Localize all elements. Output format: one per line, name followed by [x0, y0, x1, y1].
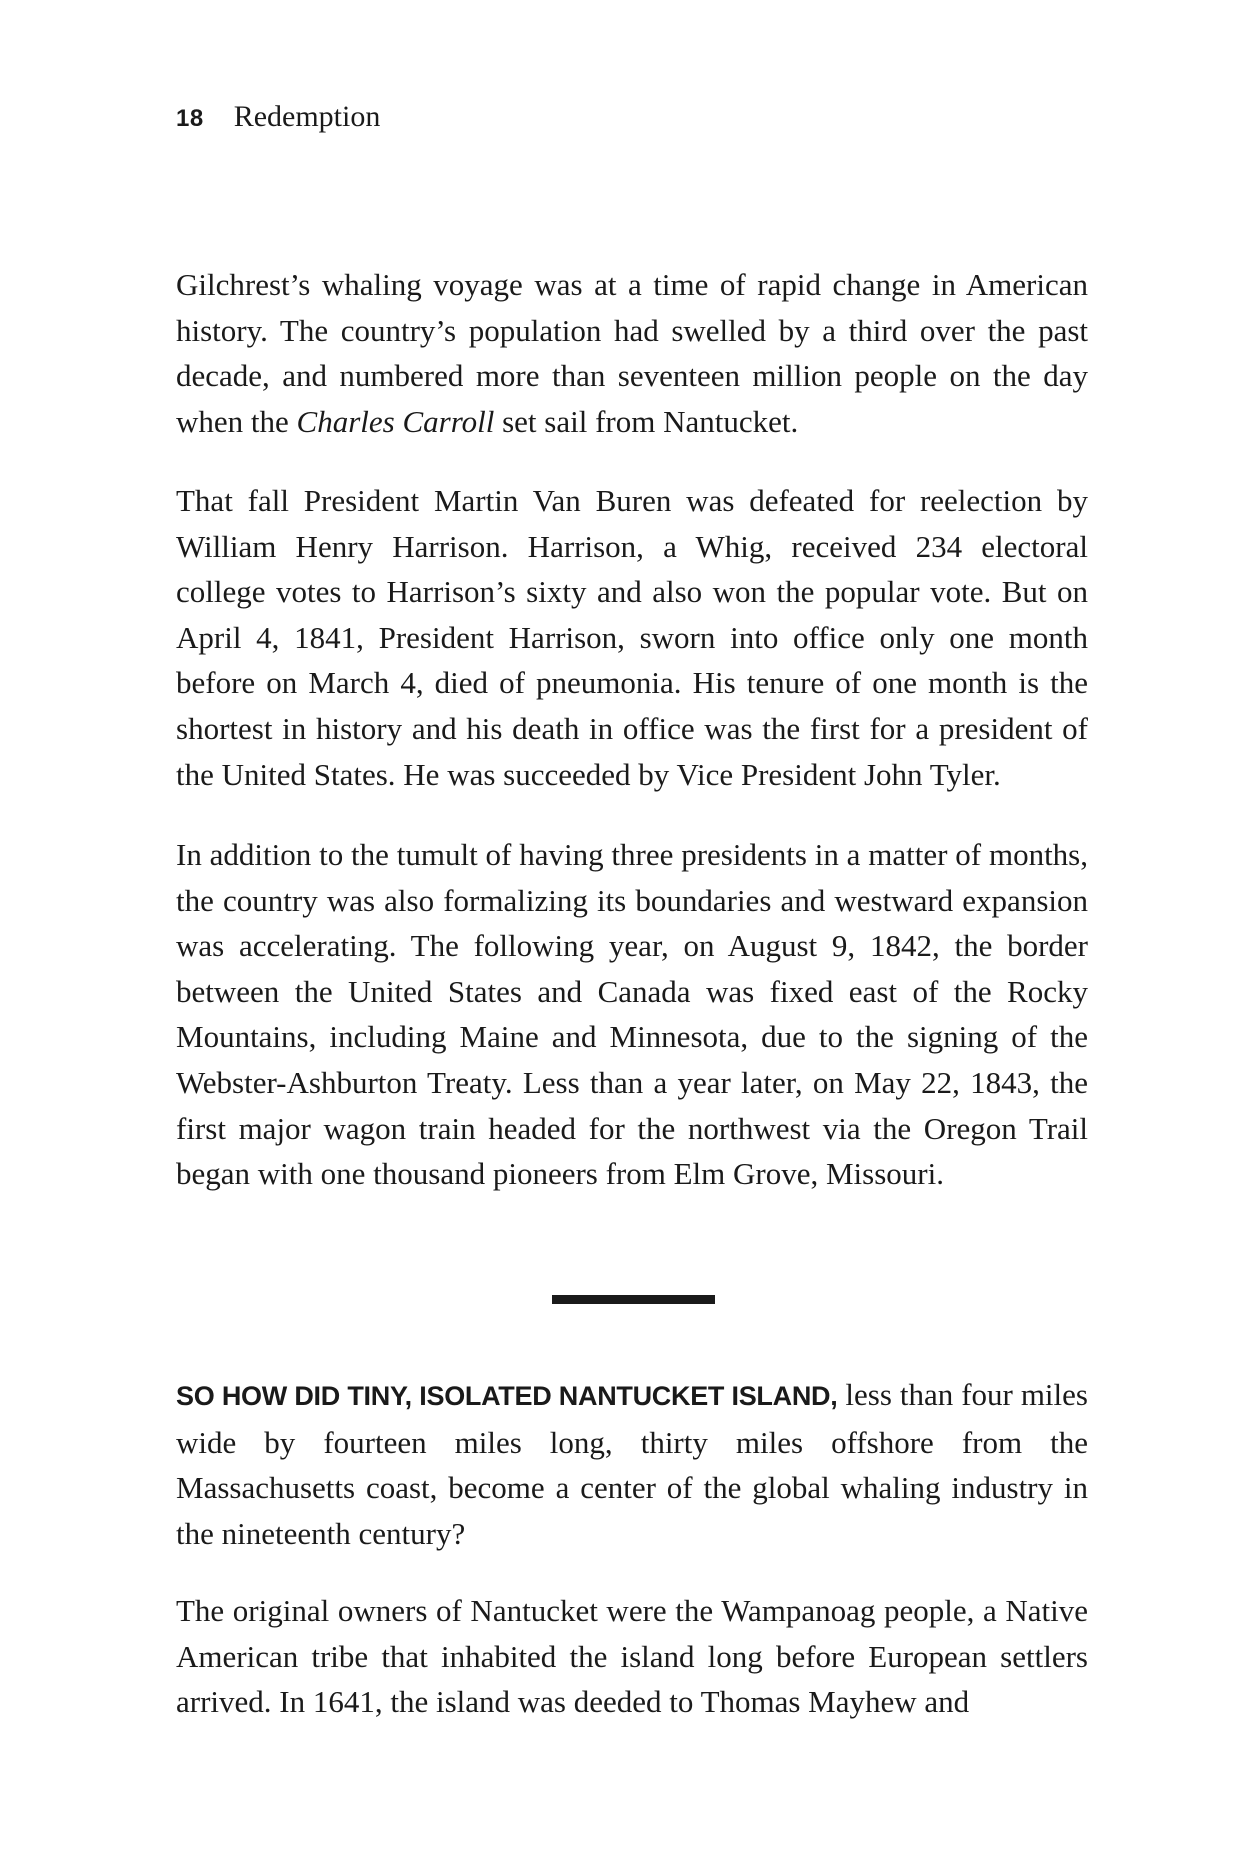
paragraph-4 — [176, 1372, 1088, 1556]
paragraph-4-text: less than four miles wide by fourteen miles long, thirty miles offshore from the Massachusetts coast, become a center of the global whaling industry in the nineteenth century? — [176, 1377, 1088, 1551]
section-lead-in: SO HOW DID TINY, ISOLATED NANTUCKET ISLAND, — [176, 1381, 838, 1411]
page-number: 18 — [176, 105, 204, 132]
paragraph-5: The original owners of Nantucket were the Wampanoag people, a Native American tribe that inhabited the island long before European settlers arrived. In 1641, the island was deeded to Thomas Mayhew and — [176, 1593, 1088, 1720]
paragraph-1 — [176, 262, 1088, 444]
paragraph-3: In addition to the tumult of having three presidents in a matter of months, the country was also formalizing its boundaries and westward expansion was accelerating. The following year, on August 9, 1842, the border between the United States and Canada was fixed east of the Rocky Mountains, including Maine and Minnesota, due to the signing of the Webster-Ashburton Treaty. Less than a year later, on May 22, 1843, the first major wagon train headed for the northwest via the Oregon Trail began with one thousand pioneers from Elm Grove, Missouri. — [176, 837, 1088, 1192]
paragraph-1-text-end: set sail from Nantucket. — [494, 403, 799, 439]
paragraph-2: That fall President Martin Van Buren was defeated for reelection by William Henry Harrison. Harrison, a Whig, received 234 electoral college votes to Harrison’s sixty and also won the popular vote. But on April 4, 1841, President Harrison, sworn into office only one month before on March 4, died of pneumonia. His tenure of one month is the shortest in history and his death in office was the first for a president of the United States. He was succeeded by Vice President John Tyler. — [176, 483, 1088, 792]
section-break-rule — [552, 1295, 715, 1304]
paragraph-1-text: Gilchrest’s whaling voyage was at a time of rapid change in American history. The country’s population had swelled by a third over the past decade, and numbered more than seventeen million people on the day when the — [176, 267, 1088, 439]
running-head — [176, 100, 380, 136]
running-title: Redemption — [233, 100, 381, 133]
ship-name: Charles Carroll — [296, 403, 495, 439]
